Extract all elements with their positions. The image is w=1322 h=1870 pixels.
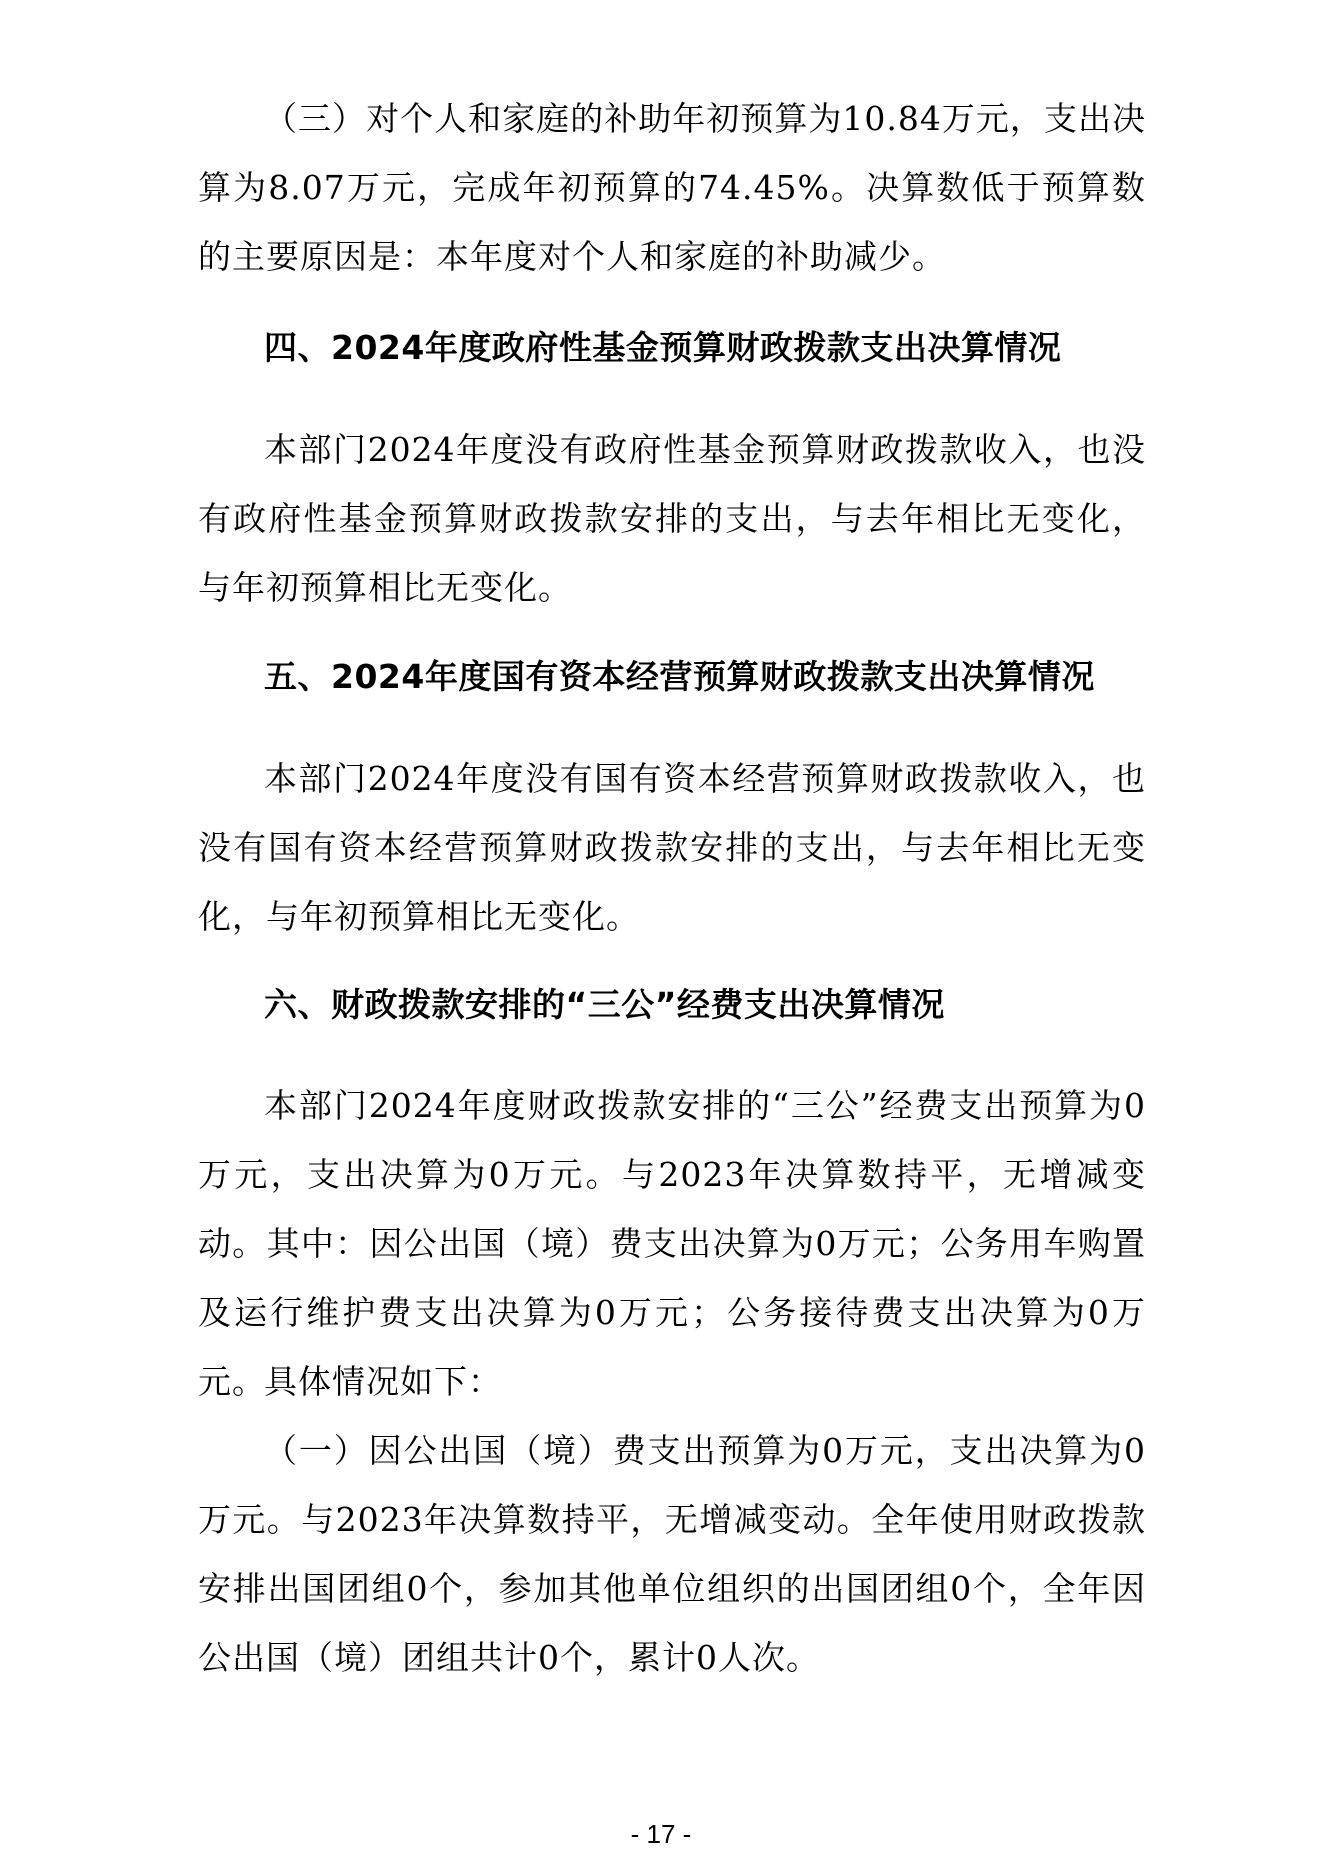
paragraph-overseas-travel-expense: （一）因公出国（境）费支出预算为0万元，支出决算为0万元。与2023年决算数持平，无增减变动。全年使用财政拨款安排出国团组0个，参加其他单位组织的出国团组0个，全年因公出国（境）团组共计0个，累计0人次。	[198, 1431, 1146, 1677]
page-number: - 17 -	[630, 1819, 692, 1849]
paragraph-government-fund: 本部门2024年度没有政府性基金预算财政拨款收入，也没有政府性基金预算财政拨款安排的支出，与去年相比无变化，与年初预算相比无变化。	[198, 430, 1146, 607]
paragraph-three-public-expenses: 本部门2024年度财政拨款安排的“三公”经费支出预算为0万元，支出决算为0万元。与2023年决算数持平，无增减变动。其中：因公出国（境）费支出决算为0万元；公务用车购置及运行维护费支出决算为0万元；公务接待费支出决算为0万元。	[198, 1086, 1146, 1401]
section-heading-government-fund: 四、2024年度政府性基金预算财政拨款支出决算情况	[264, 328, 1062, 367]
paragraph-state-capital: 本部门2024年度没有国有资本经营预算财政拨款收入，也没有国有资本经营预算财政拨款安排的支出，与去年相比无变化，与年初预算相比无变化。	[198, 759, 1146, 936]
section-heading-three-public-expenses: 六、财政拨款安排的“三公”经费支出决算情况	[264, 985, 945, 1024]
paragraph-details-intro: 具体情况如下：	[264, 1362, 502, 1401]
paragraph-personal-family-subsidy: （三）对个人和家庭的补助年初预算为10.84万元，支出决算为8.07万元，完成年初预算的74.45%。决算数低于预算数的主要原因是：本年度对个人和家庭的补助减少。	[198, 99, 1146, 276]
section-heading-state-capital: 五、2024年度国有资本经营预算财政拨款支出决算情况	[264, 657, 1095, 696]
